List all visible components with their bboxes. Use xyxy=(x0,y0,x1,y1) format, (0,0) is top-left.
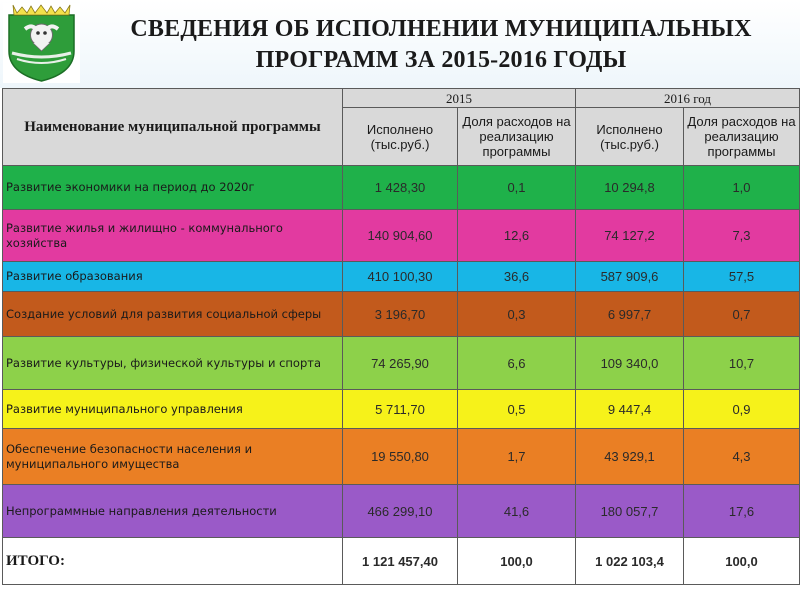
title-line-1: СВЕДЕНИЯ ОБ ИСПОЛНЕНИИ МУНИЦИПАЛЬНЫХ xyxy=(130,16,752,42)
executed-2015: 140 904,60 xyxy=(343,210,458,262)
share-2015: 0,3 xyxy=(458,292,576,337)
coat-of-arms-icon xyxy=(3,3,80,83)
executed-2016: 180 057,7 xyxy=(576,485,684,538)
header-year-2015: 2015 xyxy=(343,89,576,108)
executed-2015: 466 299,10 xyxy=(343,485,458,538)
title-line-2: ПРОГРАММ ЗА 2015-2016 ГОДЫ xyxy=(255,47,627,73)
share-2015: 0,1 xyxy=(458,166,576,210)
share-2015: 41,6 xyxy=(458,485,576,538)
executed-2015: 3 196,70 xyxy=(343,292,458,337)
executed-2015: 74 265,90 xyxy=(343,337,458,390)
executed-2016: 10 294,8 xyxy=(576,166,684,210)
executed-2016: 43 929,1 xyxy=(576,429,684,485)
share-2016: 1,0 xyxy=(684,166,800,210)
table-row xyxy=(3,485,800,538)
table-row xyxy=(3,429,800,485)
table-row xyxy=(3,166,800,210)
header-share-2016: Доля расходов на реализацию программы xyxy=(684,108,800,166)
table-row xyxy=(3,337,800,390)
programs-table xyxy=(2,88,800,585)
total-row xyxy=(3,538,800,585)
share-2015: 36,6 xyxy=(458,262,576,292)
share-2015: 12,6 xyxy=(458,210,576,262)
share-2016: 17,6 xyxy=(684,485,800,538)
share-2015: 1,7 xyxy=(458,429,576,485)
share-2016: 7,3 xyxy=(684,210,800,262)
table-row xyxy=(3,210,800,262)
header-year-2016: 2016 год xyxy=(576,89,800,108)
executed-2015: 19 550,80 xyxy=(343,429,458,485)
total-share-2015: 100,0 xyxy=(458,538,576,585)
executed-2016: 9 447,4 xyxy=(576,390,684,429)
program-name: Развитие жилья и жилищно - коммунального хозяйства xyxy=(3,210,343,262)
program-name: Обеспечение безопасности населения и муниципального имущества xyxy=(3,429,343,485)
program-name: Непрограммные направления деятельности xyxy=(3,485,343,538)
total-executed-2015: 1 121 457,40 xyxy=(343,538,458,585)
program-name: Развитие образования xyxy=(3,262,343,292)
share-2016: 57,5 xyxy=(684,262,800,292)
total-label: ИТОГО: xyxy=(3,538,343,585)
share-2016: 10,7 xyxy=(684,337,800,390)
program-name: Создание условий для развития социальной сферы xyxy=(3,292,343,337)
share-2016: 4,3 xyxy=(684,429,800,485)
share-2016: 0,7 xyxy=(684,292,800,337)
share-2015: 0,5 xyxy=(458,390,576,429)
share-2015: 6,6 xyxy=(458,337,576,390)
program-name: Развитие муниципального управления xyxy=(3,390,343,429)
table-row xyxy=(3,390,800,429)
executed-2016: 6 997,7 xyxy=(576,292,684,337)
header-program-name: Наименование муниципальной программы xyxy=(3,89,343,166)
table-row xyxy=(3,262,800,292)
total-executed-2016: 1 022 103,4 xyxy=(576,538,684,585)
program-name: Развитие культуры, физической культуры и спорта xyxy=(3,337,343,390)
total-share-2016: 100,0 xyxy=(684,538,800,585)
page-title xyxy=(96,14,786,76)
header-executed-2015: Исполнено (тыс.руб.) xyxy=(343,108,458,166)
executed-2016: 74 127,2 xyxy=(576,210,684,262)
table-row xyxy=(3,292,800,337)
header-share-2015: Доля расходов на реализацию программы xyxy=(458,108,576,166)
program-name: Развитие экономики на период до 2020г xyxy=(3,166,343,210)
executed-2015: 410 100,30 xyxy=(343,262,458,292)
executed-2015: 1 428,30 xyxy=(343,166,458,210)
share-2016: 0,9 xyxy=(684,390,800,429)
slide-header xyxy=(0,0,800,88)
executed-2016: 109 340,0 xyxy=(576,337,684,390)
header-executed-2016: Исполнено (тыс.руб.) xyxy=(576,108,684,166)
executed-2015: 5 711,70 xyxy=(343,390,458,429)
executed-2016: 587 909,6 xyxy=(576,262,684,292)
